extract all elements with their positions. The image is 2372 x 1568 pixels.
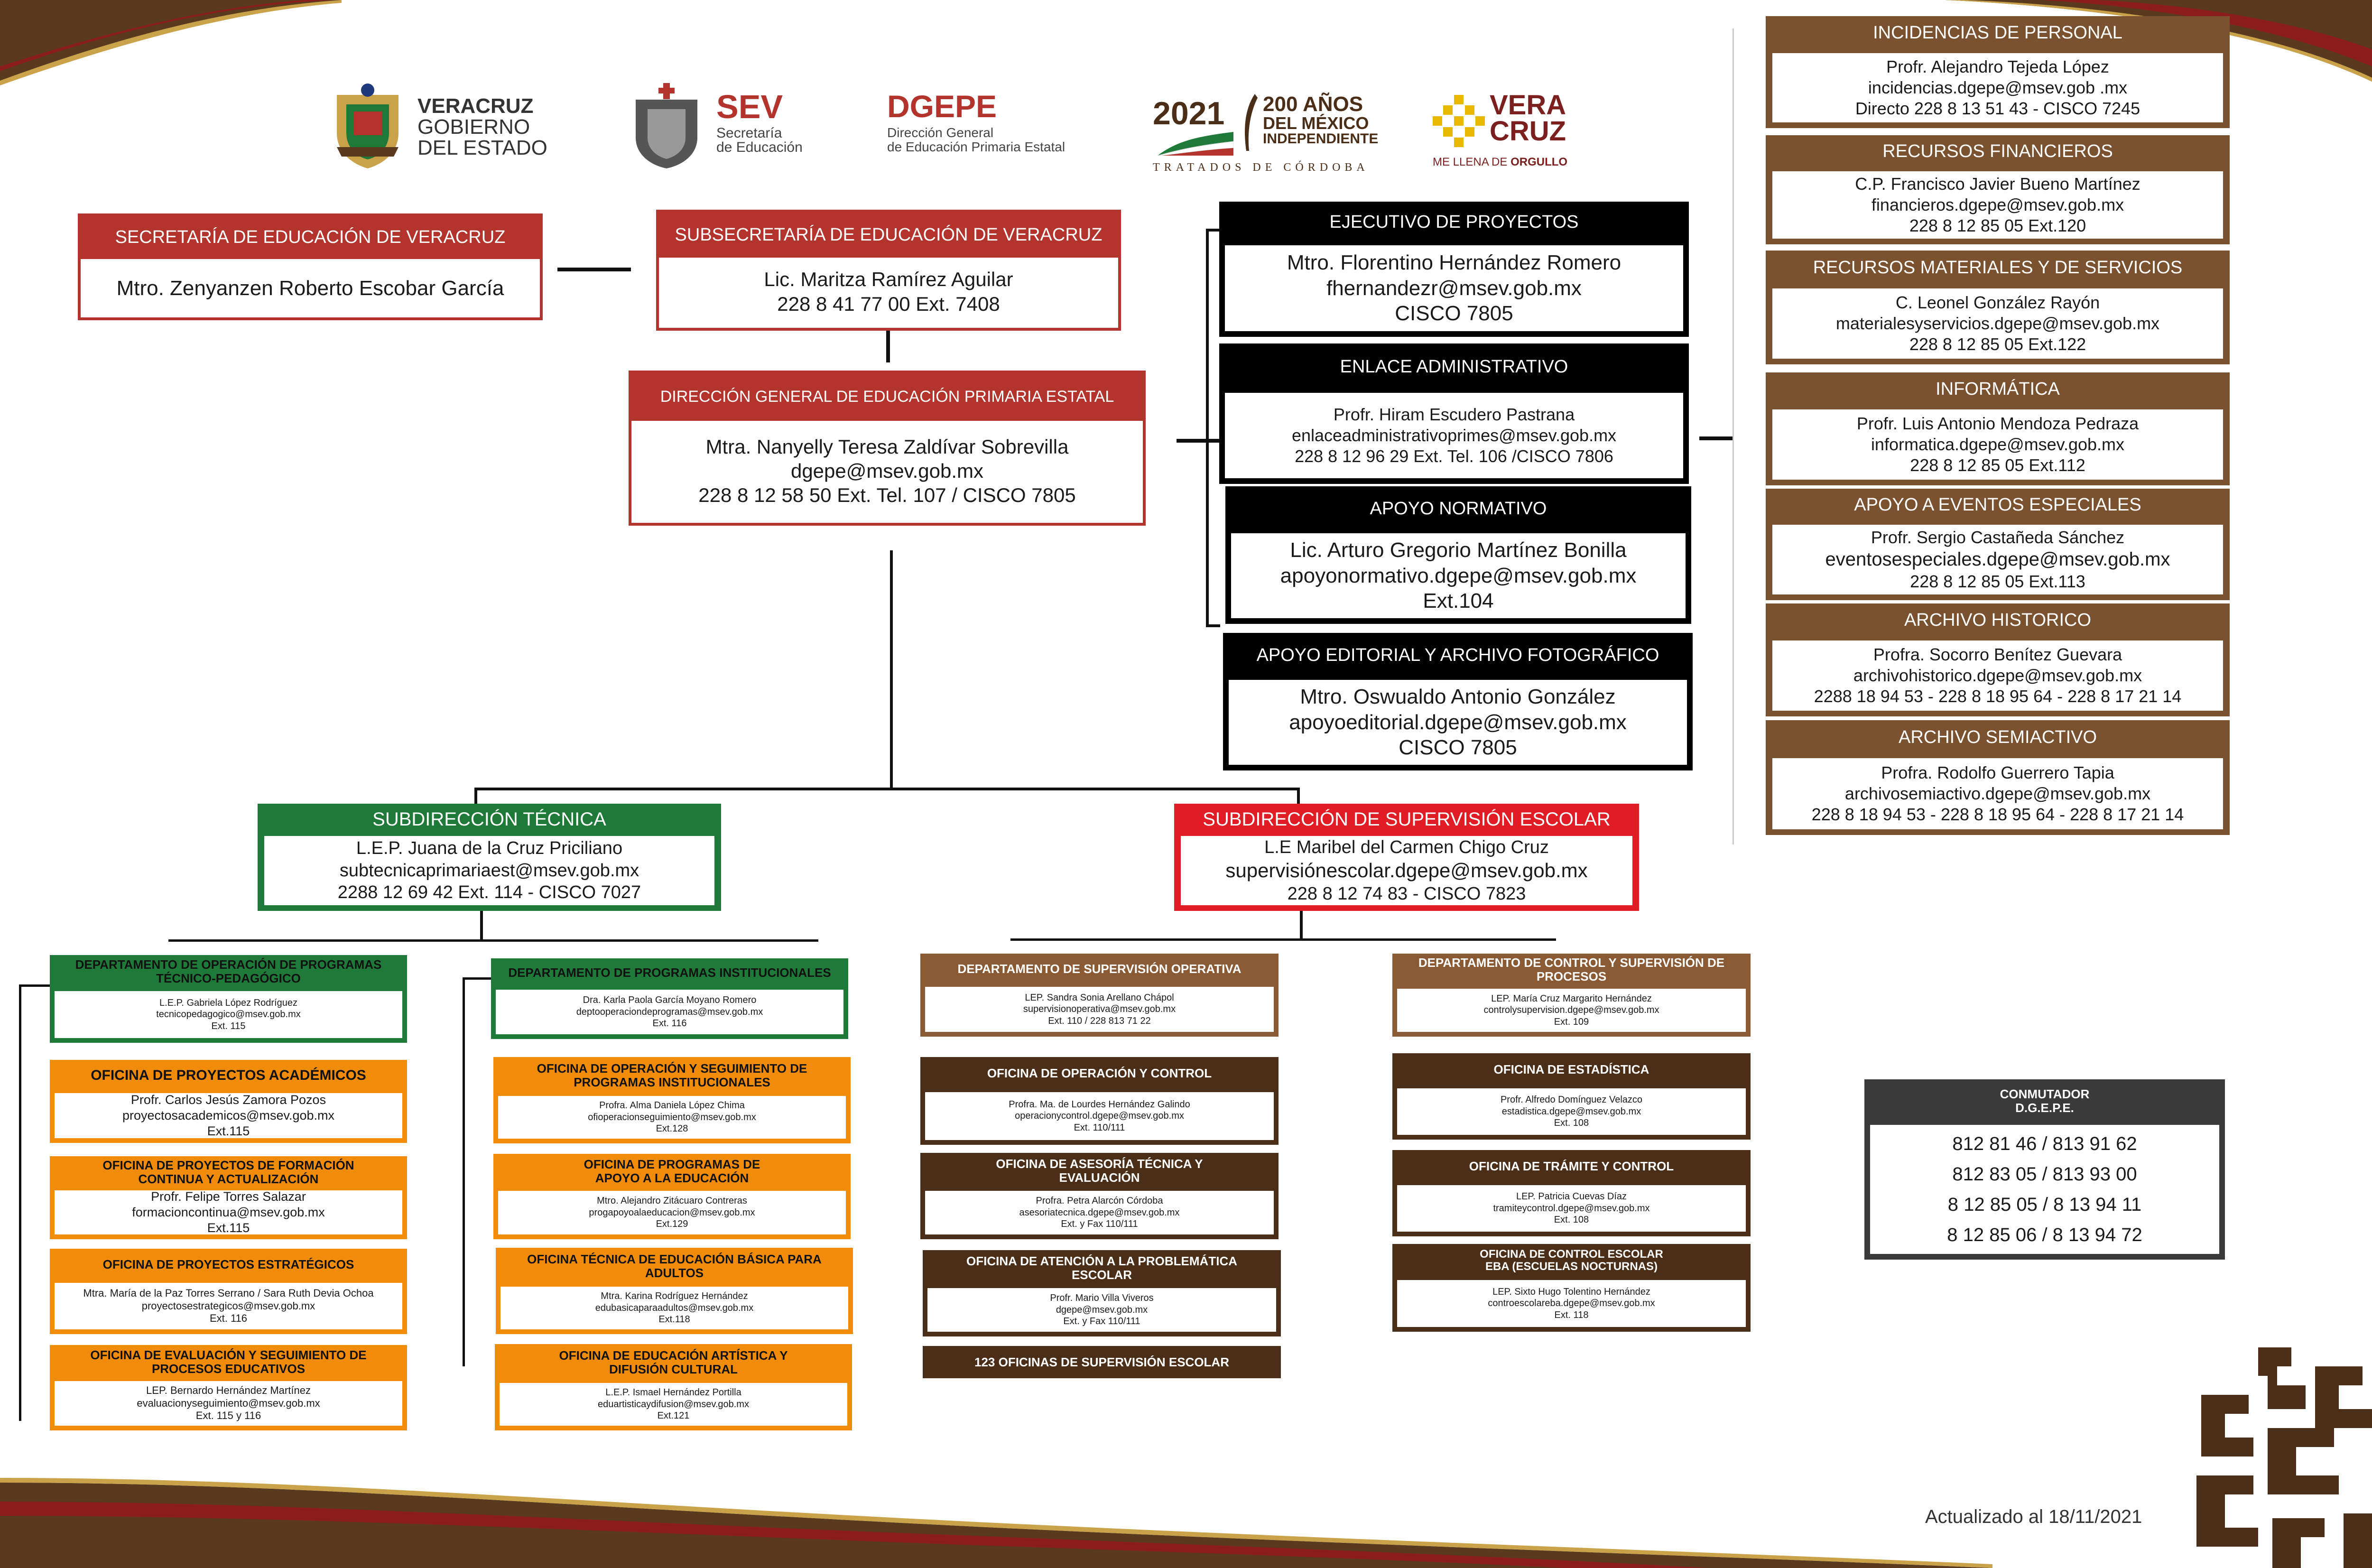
area-email: financieros.dgepe@msev.gob.mx [1871, 195, 2124, 215]
subdireccion-supervision-box [1174, 804, 1639, 911]
office-box [920, 1057, 1279, 1145]
office-email: progapoyoalaeducacion@msev.gob.mx [589, 1207, 755, 1218]
office-phone: Ext.128 [656, 1123, 688, 1134]
bottom-right-pattern [2182, 1338, 2372, 1568]
office-email: tramiteycontrol.dgepe@msev.gob.mx [1493, 1203, 1650, 1214]
tagline-emphasis: ORGULLO [1510, 156, 1568, 168]
area-header: INFORMÁTICA [1936, 379, 2060, 399]
office-email: dgepe@msev.gob.mx [1056, 1304, 1148, 1315]
subdireccion-phone: 2288 12 69 42 Ext. 114 - CISCO 7027 [337, 882, 641, 903]
office-phone: Ext. 116 [209, 1312, 248, 1325]
area-email: archivohistorico.dgepe@msev.gob.mx [1853, 666, 2142, 686]
connector-line [474, 788, 1300, 790]
staff-name: Mtro. Florentino Hernández Romero [1287, 251, 1621, 274]
office-name: Mtra. María de la Paz Torres Serrano / Sara Ruth Devia Ochoa [83, 1287, 374, 1299]
staff-box [1223, 633, 1693, 770]
dgepe-title: DGEPE [887, 89, 997, 124]
office-phone: Ext.129 [656, 1219, 688, 1230]
subsecretaria-header: SUBSECRETARÍA DE EDUCACIÓN DE VERACRUZ [659, 213, 1118, 258]
direccion-name: Mtra. Nanyelly Teresa Zaldívar Sobrevilla [705, 435, 1069, 458]
office-name: Profra. Ma. de Lourdes Hernández Galindo [1009, 1099, 1190, 1110]
office-box [493, 1057, 851, 1143]
department-header: DEPARTAMENTO DE PROGRAMAS INSTITUCIONALES [508, 965, 831, 980]
office-box [50, 1060, 407, 1143]
direccion-general-box [629, 371, 1146, 526]
subdireccion-header: SUBDIRECCIÓN TÉCNICA [372, 809, 606, 830]
conmutador-number: 8 12 85 05 / 8 13 94 11 [1947, 1194, 2142, 1215]
department-header: DEPARTAMENTO DE OPERACIÓN DE PROGRAMAS TÉCNICO-PEDAGÓGICO [75, 957, 382, 985]
office-name: Profr. Carlos Jesús Zamora Pozos [130, 1093, 326, 1107]
office-phone: Ext. 108 [1554, 1215, 1589, 1225]
staff-email: fhernandezr@msev.gob.mx [1326, 276, 1582, 300]
office-phone: Ext. 109 [1554, 1016, 1589, 1027]
staff-phone: CISCO 7805 [1399, 736, 1517, 760]
office-name: LEP. Patricia Cuevas Díaz [1516, 1191, 1627, 1202]
feather-icon [1241, 94, 1260, 151]
office-name: LEP. María Cruz Margarito Hernández [1491, 993, 1652, 1004]
staff-name: Profr. Hiram Escudero Pastrana [1333, 405, 1575, 425]
office-email: deptooperaciondeprogramas@msev.gob.mx [576, 1006, 763, 1017]
office-box [50, 1156, 407, 1239]
office-phone: Ext.115 [207, 1220, 250, 1235]
office-header: OFICINA DE ESTADÍSTICA [1493, 1062, 1649, 1076]
conmutador-subtitle: D.G.E.P.E. [2015, 1101, 2074, 1115]
office-header: OFICINA DE PROYECTOS DE FORMACIÓN CONTINUA Y ACTUALIZACIÓN [102, 1158, 354, 1186]
office-email: asesoriatecnica.dgepe@msev.gob.mx [1019, 1207, 1180, 1218]
connector-line [890, 550, 893, 790]
subdireccion-email: supervisiónescolar.dgepe@msev.gob.mx [1225, 859, 1588, 882]
area-header: ARCHIVO HISTORICO [1904, 610, 2092, 631]
direccion-email: dgepe@msev.gob.mx [790, 459, 984, 482]
office-email: proyectosacademicos@msev.gob.mx [122, 1108, 335, 1123]
office-name: LEP. Sixto Hugo Tolentino Hernández [1492, 1286, 1650, 1297]
staff-phone: 228 8 12 96 29 Ext. Tel. 106 /CISCO 7806 [1295, 446, 1613, 466]
office-name: Profra. Alma Daniela López Chima [599, 1100, 745, 1111]
connector-line [463, 977, 491, 980]
staff-header: ENLACE ADMINISTRATIVO [1340, 357, 1568, 377]
office-name: Profr. Alfredo Domínguez Velazco [1500, 1095, 1643, 1105]
conmutador-number: 8 12 85 06 / 8 13 94 72 [1947, 1225, 2142, 1245]
staff-name: Lic. Arturo Gregorio Martínez Bonilla [1290, 538, 1627, 562]
staff-email: apoyonormativo.dgepe@msev.gob.mx [1280, 564, 1637, 587]
area-name: C.P. Francisco Javier Bueno Martínez [1855, 174, 2140, 194]
staff-header: EJECUTIVO DE PROYECTOS [1329, 212, 1579, 232]
office-box [923, 1346, 1281, 1378]
logo-text-line: DEL MÉXICO [1263, 113, 1369, 133]
area-header: ARCHIVO SEMIACTIVO [1898, 727, 2097, 748]
subdireccion-phone: 228 8 12 74 83 - CISCO 7823 [1287, 883, 1526, 904]
mexico-flag-icon [1158, 132, 1233, 156]
secretaria-header: SECRETARÍA DE EDUCACIÓN DE VERACRUZ [81, 216, 540, 259]
area-box [1766, 135, 2230, 244]
connector-line [1699, 436, 1733, 440]
subdireccion-tecnica-box [258, 804, 721, 911]
conmutador-title: CONMUTADOR [2000, 1087, 2090, 1102]
subsecretaria-name: Lic. Maritza Ramírez Aguilar [764, 268, 1013, 291]
office-phone: Ext.115 [207, 1123, 250, 1138]
logo-veracruz-orgullo [1433, 85, 1632, 176]
sev-title: SEV [716, 88, 783, 125]
office-email: formacioncontinua@msev.gob.mx [132, 1205, 325, 1220]
logo-text-line: VERACRUZ [417, 94, 534, 118]
area-box [1766, 603, 2230, 716]
office-box [496, 1248, 853, 1334]
staff-header: APOYO EDITORIAL Y ARCHIVO FOTOGRÁFICO [1256, 645, 1659, 665]
office-name: L.E.P. Ismael Hernández Portilla [605, 1387, 741, 1398]
conmutador-number: 812 81 46 / 813 91 62 [1952, 1133, 2137, 1154]
office-phone: Ext. 115 y 116 [195, 1410, 261, 1422]
office-name: Dra. Karla Paola García Moyano Romero [583, 995, 757, 1006]
connector-line [1206, 624, 1220, 627]
area-phone: 2288 18 94 53 - 228 8 18 95 64 - 228 8 17 21 14 [1814, 686, 2182, 706]
orgullo-pattern-icon [1433, 95, 1485, 147]
logo-text-line: de Educación Primaria Estatal [887, 139, 1066, 154]
office-header: OFICINA DE TRÁMITE Y CONTROL [1469, 1159, 1674, 1173]
area-email: incidencias.dgepe@msev.gob .mx [1868, 78, 2128, 98]
department-header: DEPARTAMENTO DE SUPERVISIÓN OPERATIVA [957, 962, 1242, 976]
subdireccion-email: subtecnicaprimariaest@msev.gob.mx [339, 860, 639, 881]
connector-line [168, 939, 818, 942]
office-box [1392, 1053, 1751, 1140]
tagline-part: ME LLENA DE [1433, 156, 1511, 168]
department-box [50, 955, 407, 1043]
logo-text-line: DEL ESTADO [417, 136, 547, 159]
office-box [50, 1249, 407, 1334]
logo-veracruz-gobierno [327, 81, 555, 171]
logo-text-line: 200 AÑOS [1263, 93, 1363, 116]
office-email: eduartisticaydifusion@msev.gob.mx [598, 1399, 749, 1410]
office-phone: Ext. 116 [652, 1018, 687, 1029]
area-box [1766, 720, 2230, 835]
office-header: OFICINA DE EDUCACIÓN ARTÍSTICA Y DIFUSIÓN CULTURAL [559, 1348, 788, 1376]
area-box [1766, 489, 2230, 600]
logo-text-line: de Educación [716, 139, 803, 155]
secretaria-name: Mtro. Zenyanzen Roberto Escobar García [116, 276, 504, 300]
department-box [491, 958, 848, 1039]
area-box [1766, 251, 2230, 364]
staff-header: APOYO NORMATIVO [1370, 498, 1547, 519]
office-email: supervisionoperativa@msev.gob.mx [1023, 1004, 1176, 1015]
office-email: operacionycontrol.dgepe@msev.gob.mx [1015, 1111, 1184, 1122]
area-phone: 228 8 12 85 05 Ext.113 [1910, 571, 2085, 591]
office-phone: Ext. y Fax 110/111 [1063, 1316, 1140, 1327]
office-header: OFICINA DE ATENCIÓN A LA PROBLEMÁTICA ESCOLAR [966, 1254, 1237, 1282]
office-name: Profr. Felipe Torres Salazar [151, 1189, 306, 1204]
office-phone: Ext. 110 / 228 813 71 22 [1048, 1015, 1151, 1026]
anios-year: 2021 [1153, 95, 1225, 131]
connector-line [1300, 910, 1303, 939]
connector-line [1733, 28, 1734, 844]
area-header: INCIDENCIAS DE PERSONAL [1873, 23, 2122, 43]
conmutador-header [1864, 1079, 2225, 1123]
connector-line [19, 984, 21, 1421]
logo-text-line: VERA [1490, 90, 1566, 121]
office-phone: Ext. 118 [1554, 1309, 1589, 1320]
vera-tagline [1433, 156, 1567, 169]
area-email: archivosemiactivo.dgepe@msev.gob.mx [1844, 784, 2151, 804]
area-email: materialesyservicios.dgepe@msev.gob.mx [1835, 314, 2160, 334]
logo-text-line: CRUZ [1490, 116, 1566, 147]
connector-line [463, 977, 465, 1366]
office-email: tecnicopedagogico@msev.gob.mx [156, 1009, 301, 1020]
subdireccion-header: SUBDIRECCIÓN DE SUPERVISIÓN ESCOLAR [1203, 809, 1611, 830]
connector-line [1177, 439, 1224, 443]
area-name: Profra. Socorro Benítez Guevara [1873, 645, 2122, 665]
area-header: APOYO A EVENTOS ESPECIALES [1854, 495, 2141, 515]
area-name: Profr. Alejandro Tejeda López [1886, 57, 2109, 77]
area-name: Profr. Luis Antonio Mendoza Pedraza [1856, 414, 2139, 434]
conmutador-box [1864, 1079, 2225, 1260]
area-phone: 228 8 12 85 05 Ext.122 [1909, 334, 2086, 354]
staff-email: apoyoeditorial.dgepe@msev.gob.mx [1289, 710, 1627, 734]
staff-box [1219, 202, 1689, 337]
office-header: OFICINA DE PROGRAMAS DE APOYO A LA EDUCACIÓN [584, 1157, 760, 1185]
office-header: OFICINA DE ASESORÍA TÉCNICA Y EVALUACIÓN [996, 1157, 1203, 1185]
office-box [50, 1345, 407, 1430]
connector-line [1206, 229, 1209, 627]
office-email: evaluacionyseguimiento@msev.gob.mx [137, 1397, 320, 1409]
office-name: Profra. Petra Alarcón Córdoba [1036, 1196, 1163, 1206]
updated-date: Actualizado al 18/11/2021 [1925, 1506, 2142, 1527]
office-header: OFICINA DE OPERACIÓN Y CONTROL [987, 1066, 1212, 1080]
office-box [1392, 1244, 1751, 1332]
logo-text-line: GOBIERNO [417, 115, 530, 139]
connector-line [1206, 229, 1220, 232]
office-email: ofioperacionseguimiento@msev.gob.mx [588, 1112, 756, 1123]
logo-dgepe [887, 90, 1124, 161]
logo-sev [626, 81, 844, 171]
office-email: controlysupervision.dgepe@msev.gob.mx [1483, 1005, 1659, 1016]
area-email: eventosespeciales.dgepe@msev.gob.mx [1825, 549, 2170, 570]
office-header: OFICINA TÉCNICA DE EDUCACIÓN BÁSICA PARA ADULTOS [527, 1252, 822, 1280]
subsecretaria-phone: 228 8 41 77 00 Ext. 7408 [777, 292, 1000, 315]
area-phone: Directo 228 8 13 51 43 - CISCO 7245 [1855, 98, 2140, 118]
bottom-left-swoosh [0, 1464, 1992, 1568]
area-box [1766, 372, 2230, 485]
area-header: RECURSOS MATERIALES Y DE SERVICIOS [1813, 258, 2183, 278]
staff-phone: Ext.104 [1423, 589, 1494, 613]
connector-line [886, 329, 890, 362]
staff-box [1225, 486, 1691, 624]
area-phone: 228 8 12 85 05 Ext.112 [1910, 455, 2085, 475]
area-name: Profra. Rodolfo Guerrero Tapia [1881, 763, 2114, 783]
office-header: OFICINA DE CONTROL ESCOLAR EBA (ESCUELAS NOCTURNAS) [1480, 1247, 1663, 1273]
office-name: LEP. Sandra Sonia Arellano Chápol [1025, 992, 1174, 1003]
office-phone: Ext.118 [658, 1314, 690, 1325]
office-header: OFICINA DE PROYECTOS ESTRATÉGICOS [102, 1257, 354, 1271]
area-phone: 228 8 18 94 53 - 228 8 18 95 64 - 228 8 17 21 14 [1811, 804, 2184, 824]
department-header: DEPARTAMENTO DE CONTROL Y SUPERVISIÓN DE PROCESOS [1418, 956, 1725, 983]
connector-line [480, 910, 483, 941]
veracruz-shield-icon [327, 81, 408, 171]
office-name: L.E.P. Gabriela López Rodríguez [159, 997, 297, 1008]
area-phone: 228 8 12 85 05 Ext.120 [1909, 215, 2086, 235]
office-box [495, 1344, 852, 1430]
office-name: Mtro. Alejandro Zitácuaro Contreras [597, 1196, 747, 1206]
office-header: OFICINA DE PROYECTOS ACADÉMICOS [91, 1067, 366, 1083]
connector-line [557, 268, 631, 271]
department-box [1392, 954, 1751, 1037]
office-header: OFICINA DE EVALUACIÓN Y SEGUIMIENTO DE PROCESOS EDUCATIVOS [90, 1348, 367, 1376]
direccion-header: DIRECCIÓN GENERAL DE EDUCACIÓN PRIMARIA ESTATAL [631, 373, 1143, 421]
office-email: proyectosestrategicos@msev.gob.mx [141, 1299, 315, 1312]
logo-text-line: Secretaría [716, 125, 782, 141]
office-phone: Ext. y Fax 110/111 [1061, 1219, 1138, 1230]
office-box [920, 1153, 1279, 1239]
office-email: edubasicaparaadultos@msev.gob.mx [595, 1302, 754, 1313]
office-phone: Ext. 108 [1554, 1118, 1589, 1129]
office-header: OFICINA DE OPERACIÓN Y SEGUIMIENTO DE PROGRAMAS INSTITUCIONALES [537, 1061, 807, 1089]
staff-box [1219, 343, 1689, 484]
office-email: estadistica.dgepe@msev.gob.mx [1501, 1106, 1641, 1117]
anios-subtitle: TRATADOS DE CÓRDOBA [1153, 161, 1369, 174]
subdireccion-name: L.E.P. Juana de la Cruz Priciliano [356, 838, 623, 859]
sev-shield-icon [626, 81, 707, 171]
staff-name: Mtro. Oswualdo Antonio González [1300, 685, 1616, 708]
office-name: Profr. Mario Villa Viveros [1050, 1293, 1154, 1304]
area-box [1766, 16, 2230, 128]
office-email: controescolareba.dgepe@msev.gob.mx [1488, 1298, 1655, 1309]
office-box [493, 1154, 851, 1239]
subdireccion-name: L.E Maribel del Carmen Chigo Cruz [1264, 837, 1549, 858]
subsecretaria-box [656, 210, 1121, 331]
office-header: 123 OFICINAS DE SUPERVISIÓN ESCOLAR [974, 1355, 1229, 1369]
top-left-swoosh [0, 0, 342, 85]
logo-200-anios [1153, 85, 1399, 180]
logo-text-line: INDEPENDIENTE [1263, 131, 1379, 147]
area-header: RECURSOS FINANCIEROS [1882, 141, 2113, 162]
area-name: C. Leonel González Rayón [1895, 293, 2100, 313]
direccion-phone: 228 8 12 58 50 Ext. Tel. 107 / CISCO 7805 [698, 484, 1076, 507]
office-name: Mtra. Karina Rodríguez Hernández [601, 1291, 748, 1302]
office-box [923, 1250, 1281, 1336]
office-phone: Ext. 115 [211, 1021, 246, 1031]
conmutador-number: 812 83 05 / 813 93 00 [1952, 1164, 2137, 1185]
veracruz-gobierno-text [417, 96, 547, 158]
secretaria-box [78, 213, 543, 320]
staff-email: enlaceadministrativoprimes@msev.gob.mx [1291, 426, 1617, 445]
staff-phone: CISCO 7805 [1395, 302, 1513, 325]
area-email: informatica.dgepe@msev.gob.mx [1871, 435, 2125, 455]
office-box [1392, 1150, 1751, 1236]
area-name: Profr. Sergio Castañeda Sánchez [1871, 528, 2125, 547]
connector-line [19, 984, 50, 987]
connector-line [1010, 938, 1556, 941]
office-name: LEP. Bernardo Hernández Martínez [146, 1384, 311, 1396]
office-phone: Ext.121 [657, 1410, 690, 1421]
department-box [920, 954, 1279, 1037]
logo-text-line: Dirección General [887, 125, 994, 140]
office-phone: Ext. 110/111 [1074, 1122, 1125, 1133]
